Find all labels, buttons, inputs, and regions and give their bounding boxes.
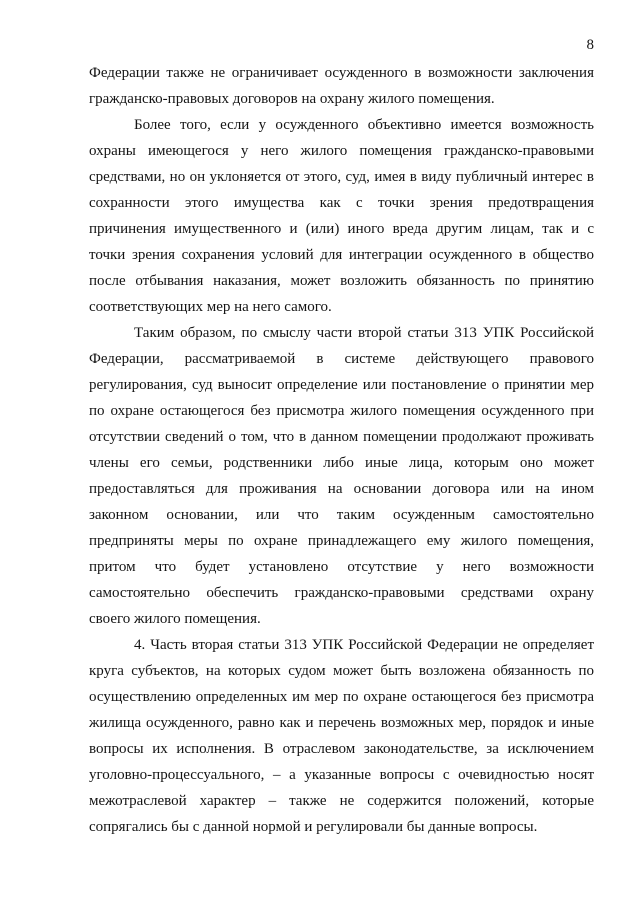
- paragraph-2-line: средствами, но он уклоняется от этого, суд, имея в виду публичный интерес в: [89, 169, 594, 185]
- paragraph-2-line: после отбывания наказания, может возложить обязанность по принятию: [89, 273, 594, 289]
- paragraph-3-line: Федерации, рассматриваемой в системе действующего правового: [89, 351, 594, 367]
- paragraph-4-line: жилища осужденного, равно как и перечень возможных мер, порядок и иные: [89, 715, 594, 731]
- paragraph-3-line: законном основании, или что таким осужденным самостоятельно: [89, 507, 594, 523]
- page-number: 8: [586, 37, 594, 53]
- paragraph-3-line: притом что будет установлено отсутствие у него возможности: [89, 559, 594, 575]
- paragraph-3-line: регулирования, суд выносит определение или постановление о принятии мер: [89, 377, 594, 393]
- paragraph-2-line: Более того, если у осужденного объективно имеется возможность: [134, 117, 594, 133]
- paragraph-3-line: Таким образом, по смыслу части второй статьи 313 УПК Российской: [134, 325, 594, 341]
- paragraph-2-line: точки зрения сохранения условий для интеграции осужденного в общество: [89, 247, 594, 263]
- paragraph-3-line: по охране остающегося без присмотра жилого помещения осужденного при: [89, 403, 594, 419]
- paragraph-2-line: соответствующих мер на него самого.: [89, 299, 332, 315]
- paragraph-4-line: межотраслевой характер – также не содержится положений, которые: [89, 793, 594, 809]
- paragraph-2-line: охраны имеющегося у него жилого помещения гражданско-правовыми: [89, 143, 594, 159]
- paragraph-4-line: круга субъектов, на которых судом может быть возложена обязанность по: [89, 663, 594, 679]
- paragraph-4-line: осуществлению определенных им мер по охране остающегося без присмотра: [89, 689, 594, 705]
- paragraph-2-line: сохранности этого имущества как с точки зрения предотвращения: [89, 195, 594, 211]
- paragraph-3-line: члены его семьи, родственники либо иные лица, которым оно может: [89, 455, 594, 471]
- paragraph-4-line: уголовно-процессуального, – а указанные вопросы с очевидностью носят: [89, 767, 594, 783]
- paragraph-3-line: предприняты меры по охране принадлежащего ему жилого помещения,: [89, 533, 594, 549]
- paragraph-1-line: Федерации также не ограничивает осужденного в возможности заключения: [89, 65, 594, 81]
- paragraph-1-line: гражданско-правовых договоров на охрану жилого помещения.: [89, 91, 495, 107]
- paragraph-3-line: своего жилого помещения.: [89, 611, 261, 627]
- paragraph-4-line: вопросы их исполнения. В отраслевом законодательстве, за исключением: [89, 741, 594, 757]
- paragraph-3-line: отсутствии сведений о том, что в данном помещении продолжают проживать: [89, 429, 594, 445]
- paragraph-4-line: 4. Часть вторая статьи 313 УПК Российской Федерации не определяет: [134, 637, 594, 653]
- paragraph-2-line: причинения имущественного и (или) иного вреда другим лицам, так и с: [89, 221, 594, 237]
- document-body: [89, 60, 594, 840]
- paragraph-3-line: предоставляться для проживания на основании договора или на ином: [89, 481, 594, 497]
- paragraph-4-line: сопрягались бы с данной нормой и регулировали бы данные вопросы.: [89, 819, 538, 835]
- paragraph-3-line: самостоятельно обеспечить гражданско-правовыми средствами охрану: [89, 585, 594, 601]
